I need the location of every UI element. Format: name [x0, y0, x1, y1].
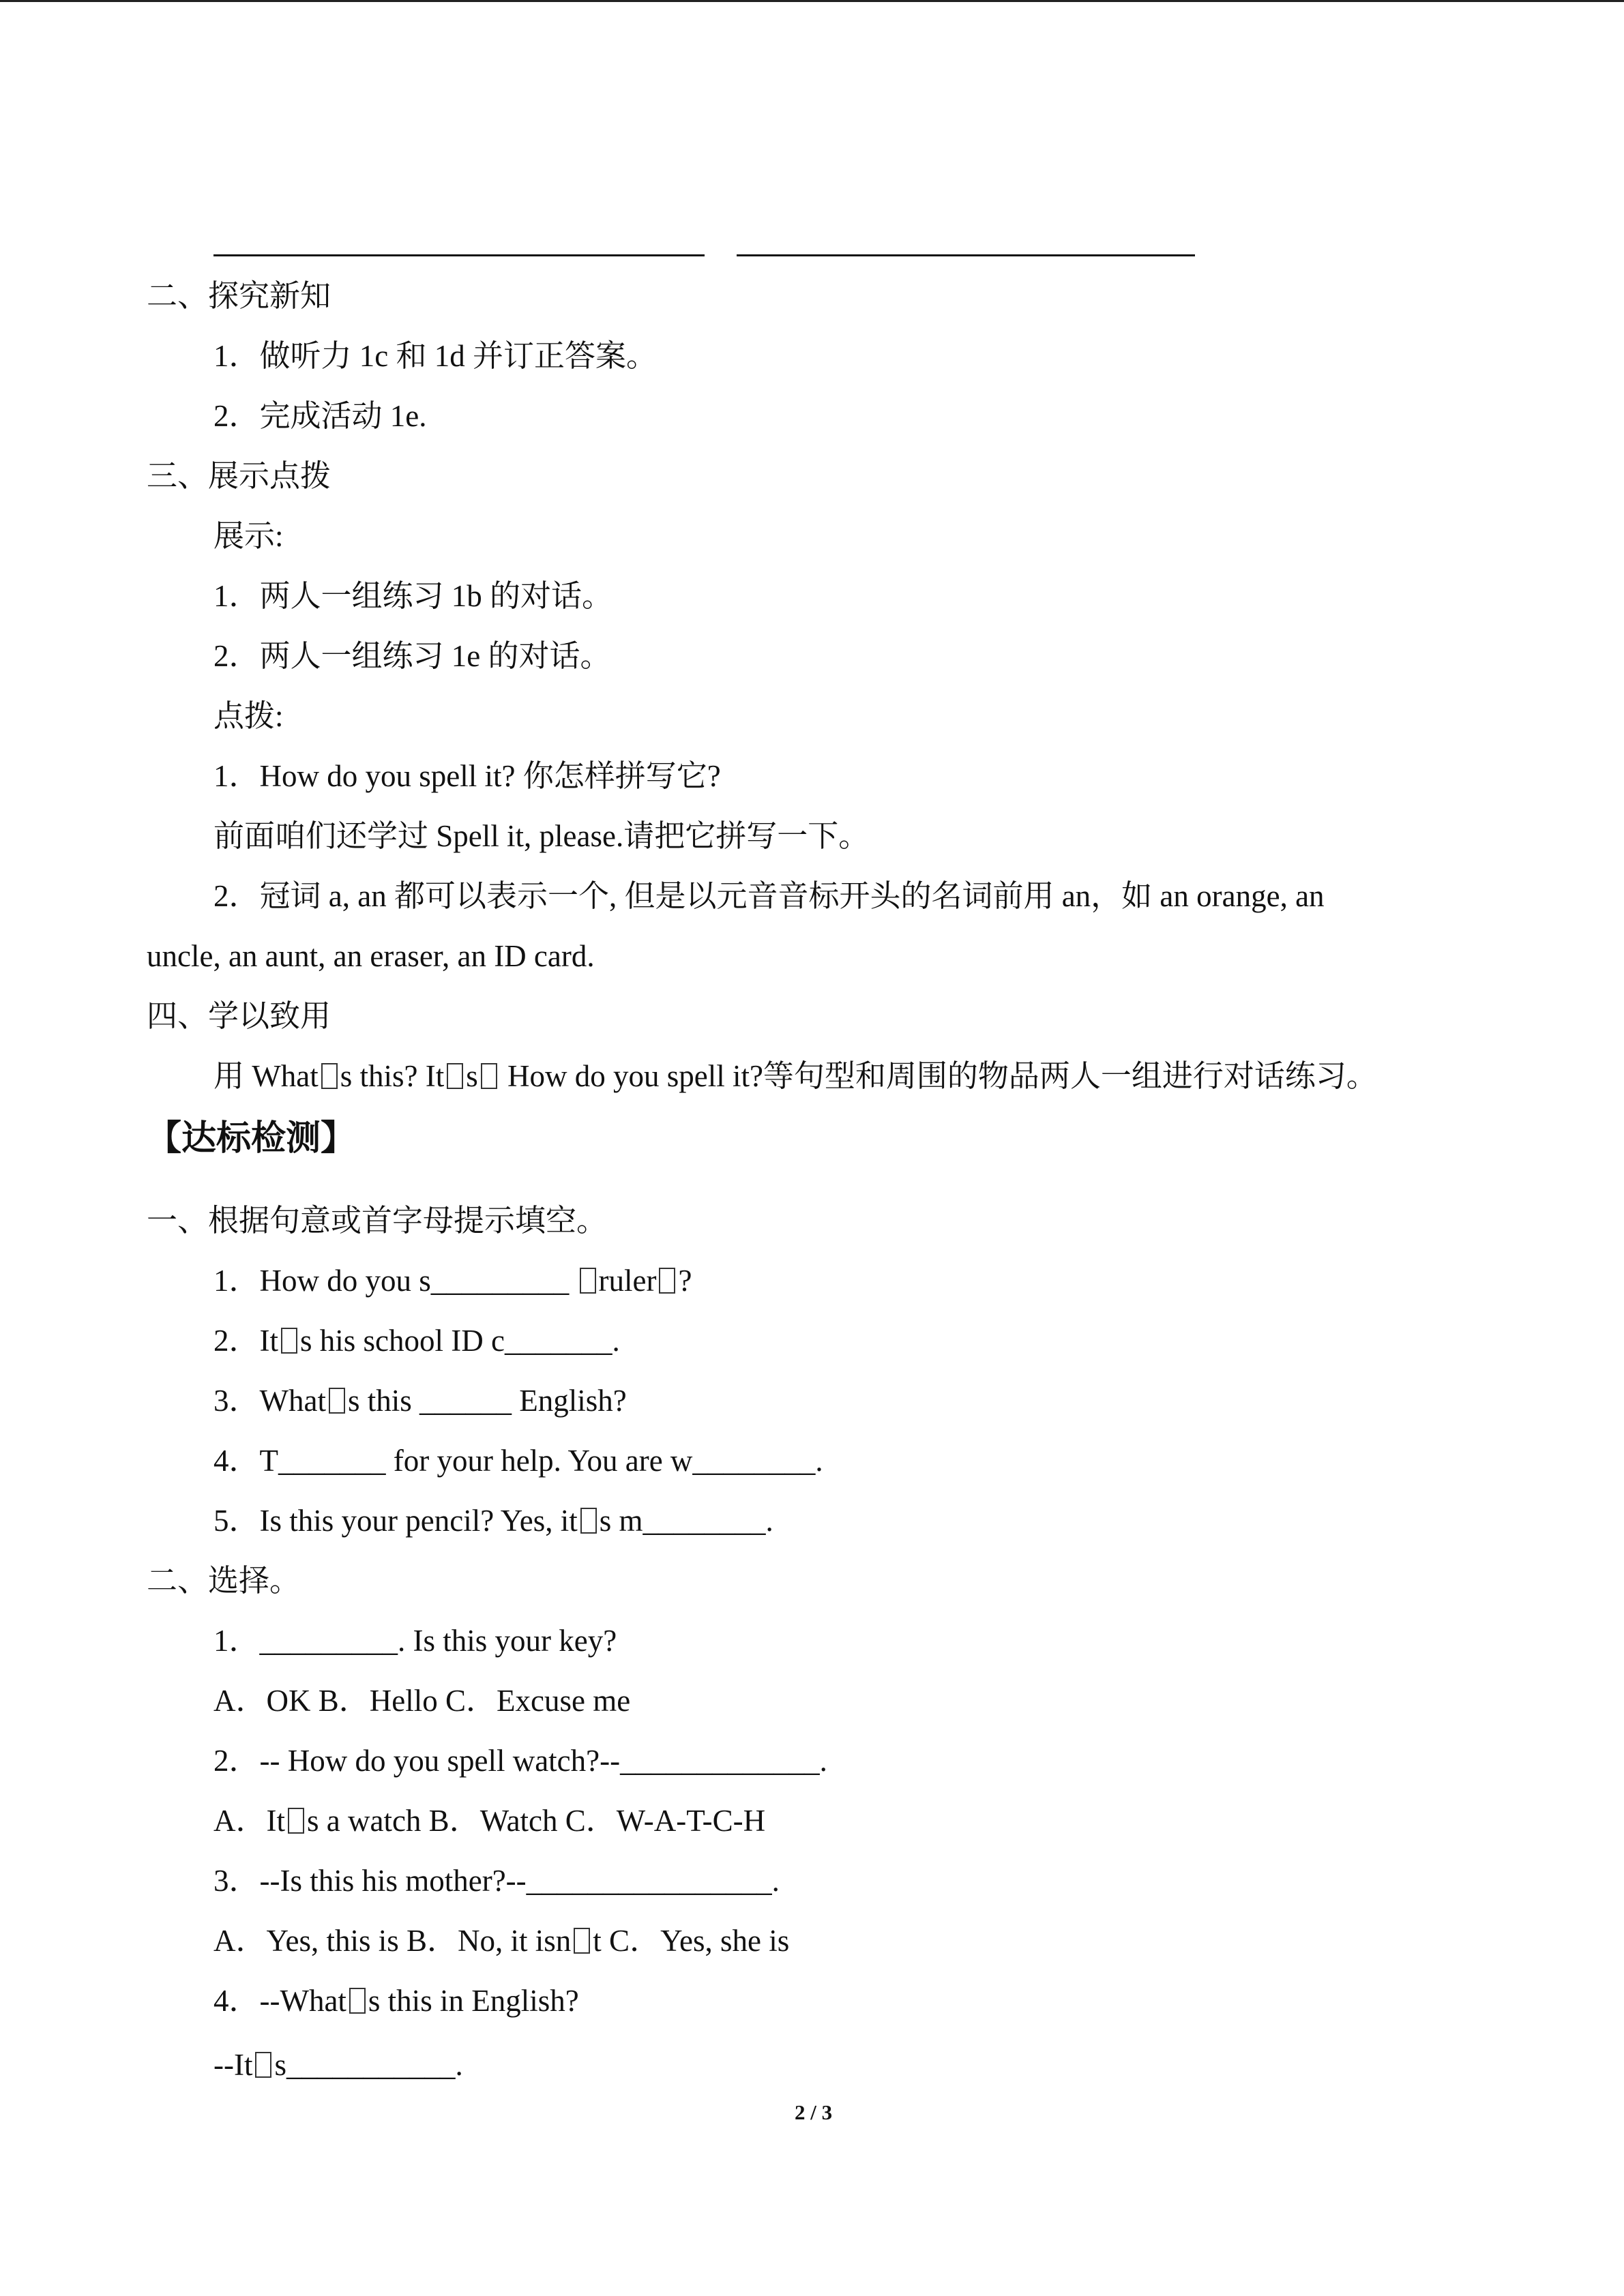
answer-line-2[interactable] — [737, 254, 1195, 256]
apply-text-d: How do you spell it?等句型和周围的物品两人一组进行对话练习。 — [499, 1059, 1377, 1093]
choice-q2-options: A．It s a watch B．Watch C．W-A-T-C-H — [213, 1804, 766, 1838]
fill-item-1: 1．How do you s_________ ruler ? — [213, 1264, 692, 1298]
missing-glyph-icon — [349, 1988, 366, 2014]
explore-item-1: 1．做听力 1c 和 1d 并订正答案。 — [213, 339, 657, 373]
choice-q3: 3．--Is this his mother?--________________. — [213, 1864, 780, 1898]
tip-item-1-note: 前面咱们还学过 Spell it, please.请把它拼写一下。 — [213, 819, 870, 853]
choice-q2: 2．-- How do you spell watch?--_____________. — [213, 1744, 827, 1778]
tip-item-2-line1: 2．冠词 a, an 都可以表示一个, 但是以元音音标开头的名词前用 an，如 an orange, an — [213, 879, 1325, 913]
tip-item-2-line2: uncle, an aunt, an eraser, an ID card. — [147, 939, 595, 973]
choice-q4-answer: --It s___________. — [213, 2048, 463, 2082]
fill-item-3: 3．What s this ______ English? — [213, 1384, 627, 1418]
apply-text-a: 用 What — [213, 1059, 319, 1093]
page-top-border — [0, 0, 1624, 2]
tip-label: 点拨: — [213, 699, 284, 733]
choice-q4: 4．--What s this in English? — [213, 1984, 579, 2018]
missing-glyph-icon — [255, 2052, 271, 2078]
choice-q1: 1．_________. Is this your key? — [213, 1624, 617, 1658]
apply-text-c: s — [466, 1059, 478, 1093]
part1-title: 一、根据句意或首字母提示填空。 — [147, 1204, 608, 1238]
explore-item-2: 2．完成活动 1e. — [213, 399, 427, 433]
show-item-2: 2．两人一组练习 1e 的对话。 — [213, 639, 611, 673]
missing-glyph-icon — [447, 1063, 463, 1089]
missing-glyph-icon — [580, 1268, 596, 1294]
apply-text-b: s this? It — [340, 1059, 445, 1093]
check-title: 【达标检测】 — [147, 1118, 356, 1159]
apply-text — [213, 1056, 1377, 1097]
choice-q1-options: A．OK B．Hello C．Excuse me — [213, 1684, 631, 1718]
show-item-1: 1．两人一组练习 1b 的对话。 — [213, 579, 613, 613]
answer-line-1[interactable] — [213, 254, 705, 256]
missing-glyph-icon — [659, 1268, 675, 1294]
section-title-explore: 二、探究新知 — [147, 279, 331, 313]
missing-glyph-icon — [481, 1063, 497, 1089]
missing-glyph-icon — [321, 1063, 338, 1089]
missing-glyph-icon — [580, 1508, 597, 1534]
page-number: 2 / 3 — [795, 2100, 833, 2124]
missing-glyph-icon — [281, 1328, 297, 1354]
choice-q3-options: A．Yes, this is B．No, it isn t C．Yes, she is — [213, 1924, 790, 1958]
section-title-apply: 四、学以致用 — [147, 999, 331, 1033]
fill-item-5: 5．Is this your pencil? Yes, it s m________. — [213, 1504, 773, 1538]
section-title-show: 三、展示点拨 — [147, 459, 331, 493]
tip-item-1: 1．How do you spell it? 你怎样拼写它? — [213, 759, 721, 793]
missing-glyph-icon — [288, 1808, 304, 1834]
fill-item-2: 2．It s his school ID c_______. — [213, 1324, 620, 1358]
missing-glyph-icon — [574, 1928, 590, 1954]
part2-title: 二、选择。 — [147, 1564, 301, 1598]
show-label: 展示: — [213, 519, 284, 553]
fill-item-4: 4．T_______ for your help. You are w________. — [213, 1444, 823, 1478]
missing-glyph-icon — [329, 1388, 345, 1414]
